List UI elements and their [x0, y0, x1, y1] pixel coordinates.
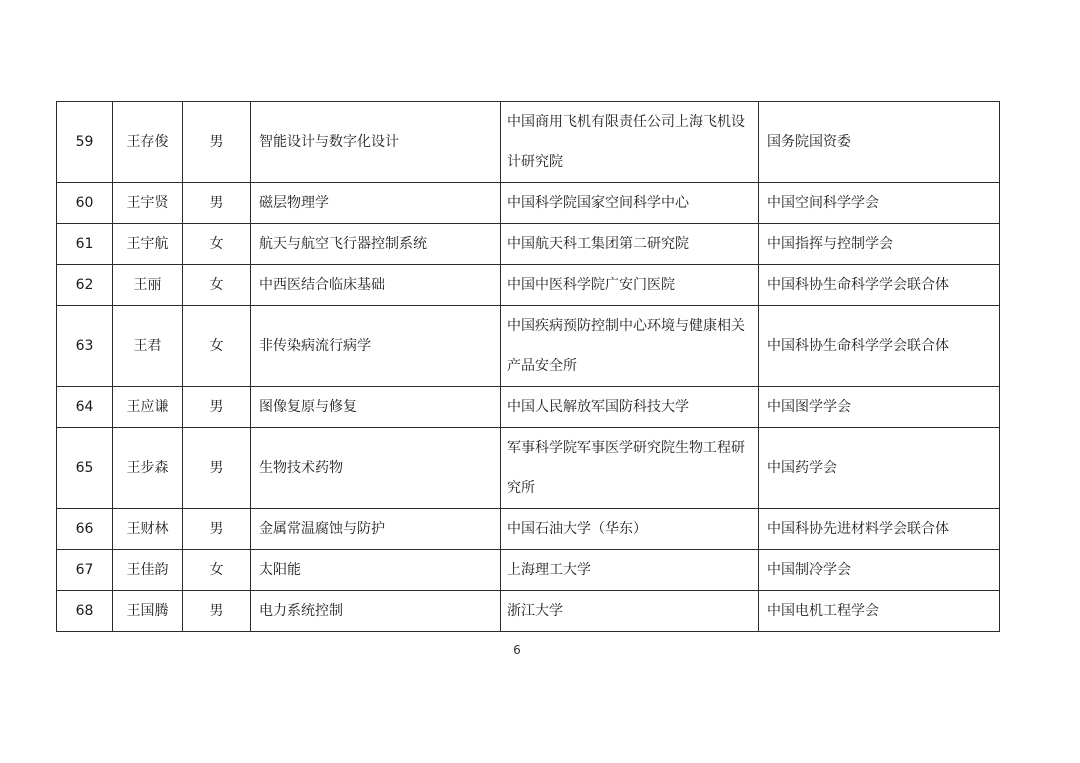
page-number: 6 — [513, 643, 521, 657]
gender-cell: 男 — [183, 387, 251, 428]
field-cell: 生物技术药物 — [251, 428, 501, 509]
person-name: 王宇贤 — [113, 183, 183, 224]
nominator-cell: 中国科协先进材料学会联合体 — [759, 509, 1000, 550]
table-row — [57, 550, 1000, 591]
person-name: 王存俊 — [113, 102, 183, 183]
work-unit-cell: 浙江大学 — [501, 591, 759, 632]
person-name: 王佳韵 — [113, 550, 183, 591]
person-name: 王丽 — [113, 265, 183, 306]
field-cell: 金属常温腐蚀与防护 — [251, 509, 501, 550]
gender-cell: 男 — [183, 509, 251, 550]
gender-cell: 男 — [183, 183, 251, 224]
nominator-cell: 中国空间科学学会 — [759, 183, 1000, 224]
row-number: 66 — [57, 509, 113, 550]
gender-cell: 女 — [183, 550, 251, 591]
table-row — [57, 224, 1000, 265]
row-number: 62 — [57, 265, 113, 306]
row-number: 68 — [57, 591, 113, 632]
gender-cell: 女 — [183, 224, 251, 265]
row-number: 63 — [57, 306, 113, 387]
nominator-cell: 中国药学会 — [759, 428, 1000, 509]
gender-cell: 男 — [183, 428, 251, 509]
work-unit-cell: 中国中医科学院广安门医院 — [501, 265, 759, 306]
nominee-table-body — [57, 102, 1000, 632]
person-name: 王君 — [113, 306, 183, 387]
table-row — [57, 428, 1000, 509]
work-unit-cell: 中国疾病预防控制中心环境与健康相关产品安全所 — [501, 306, 759, 387]
row-number: 64 — [57, 387, 113, 428]
person-name: 王宇航 — [113, 224, 183, 265]
nominator-cell: 国务院国资委 — [759, 102, 1000, 183]
field-cell: 图像复原与修复 — [251, 387, 501, 428]
table-row — [57, 306, 1000, 387]
field-cell: 中西医结合临床基础 — [251, 265, 501, 306]
work-unit-cell: 中国石油大学（华东） — [501, 509, 759, 550]
table-row — [57, 183, 1000, 224]
table-row — [57, 387, 1000, 428]
nominee-table — [56, 101, 1000, 632]
work-unit-cell: 中国航天科工集团第二研究院 — [501, 224, 759, 265]
person-name: 王步森 — [113, 428, 183, 509]
nominator-cell: 中国科协生命科学学会联合体 — [759, 265, 1000, 306]
work-unit-cell: 上海理工大学 — [501, 550, 759, 591]
field-cell: 电力系统控制 — [251, 591, 501, 632]
table-row — [57, 509, 1000, 550]
person-name: 王国腾 — [113, 591, 183, 632]
gender-cell: 男 — [183, 591, 251, 632]
person-name: 王财林 — [113, 509, 183, 550]
nominator-cell: 中国图学学会 — [759, 387, 1000, 428]
person-name: 王应谦 — [113, 387, 183, 428]
field-cell: 太阳能 — [251, 550, 501, 591]
work-unit-cell: 军事科学院军事医学研究院生物工程研究所 — [501, 428, 759, 509]
work-unit-cell: 中国人民解放军国防科技大学 — [501, 387, 759, 428]
nominator-cell: 中国科协生命科学学会联合体 — [759, 306, 1000, 387]
gender-cell: 男 — [183, 102, 251, 183]
table-row — [57, 102, 1000, 183]
row-number: 65 — [57, 428, 113, 509]
row-number: 67 — [57, 550, 113, 591]
table-row — [57, 591, 1000, 632]
field-cell: 非传染病流行病学 — [251, 306, 501, 387]
row-number: 59 — [57, 102, 113, 183]
table-row — [57, 265, 1000, 306]
nominator-cell: 中国制冷学会 — [759, 550, 1000, 591]
nominator-cell: 中国电机工程学会 — [759, 591, 1000, 632]
field-cell: 智能设计与数字化设计 — [251, 102, 501, 183]
gender-cell: 女 — [183, 265, 251, 306]
gender-cell: 女 — [183, 306, 251, 387]
field-cell: 航天与航空飞行器控制系统 — [251, 224, 501, 265]
work-unit-cell: 中国商用飞机有限责任公司上海飞机设计研究院 — [501, 102, 759, 183]
work-unit-cell: 中国科学院国家空间科学中心 — [501, 183, 759, 224]
row-number: 61 — [57, 224, 113, 265]
nominator-cell: 中国指挥与控制学会 — [759, 224, 1000, 265]
field-cell: 磁层物理学 — [251, 183, 501, 224]
row-number: 60 — [57, 183, 113, 224]
